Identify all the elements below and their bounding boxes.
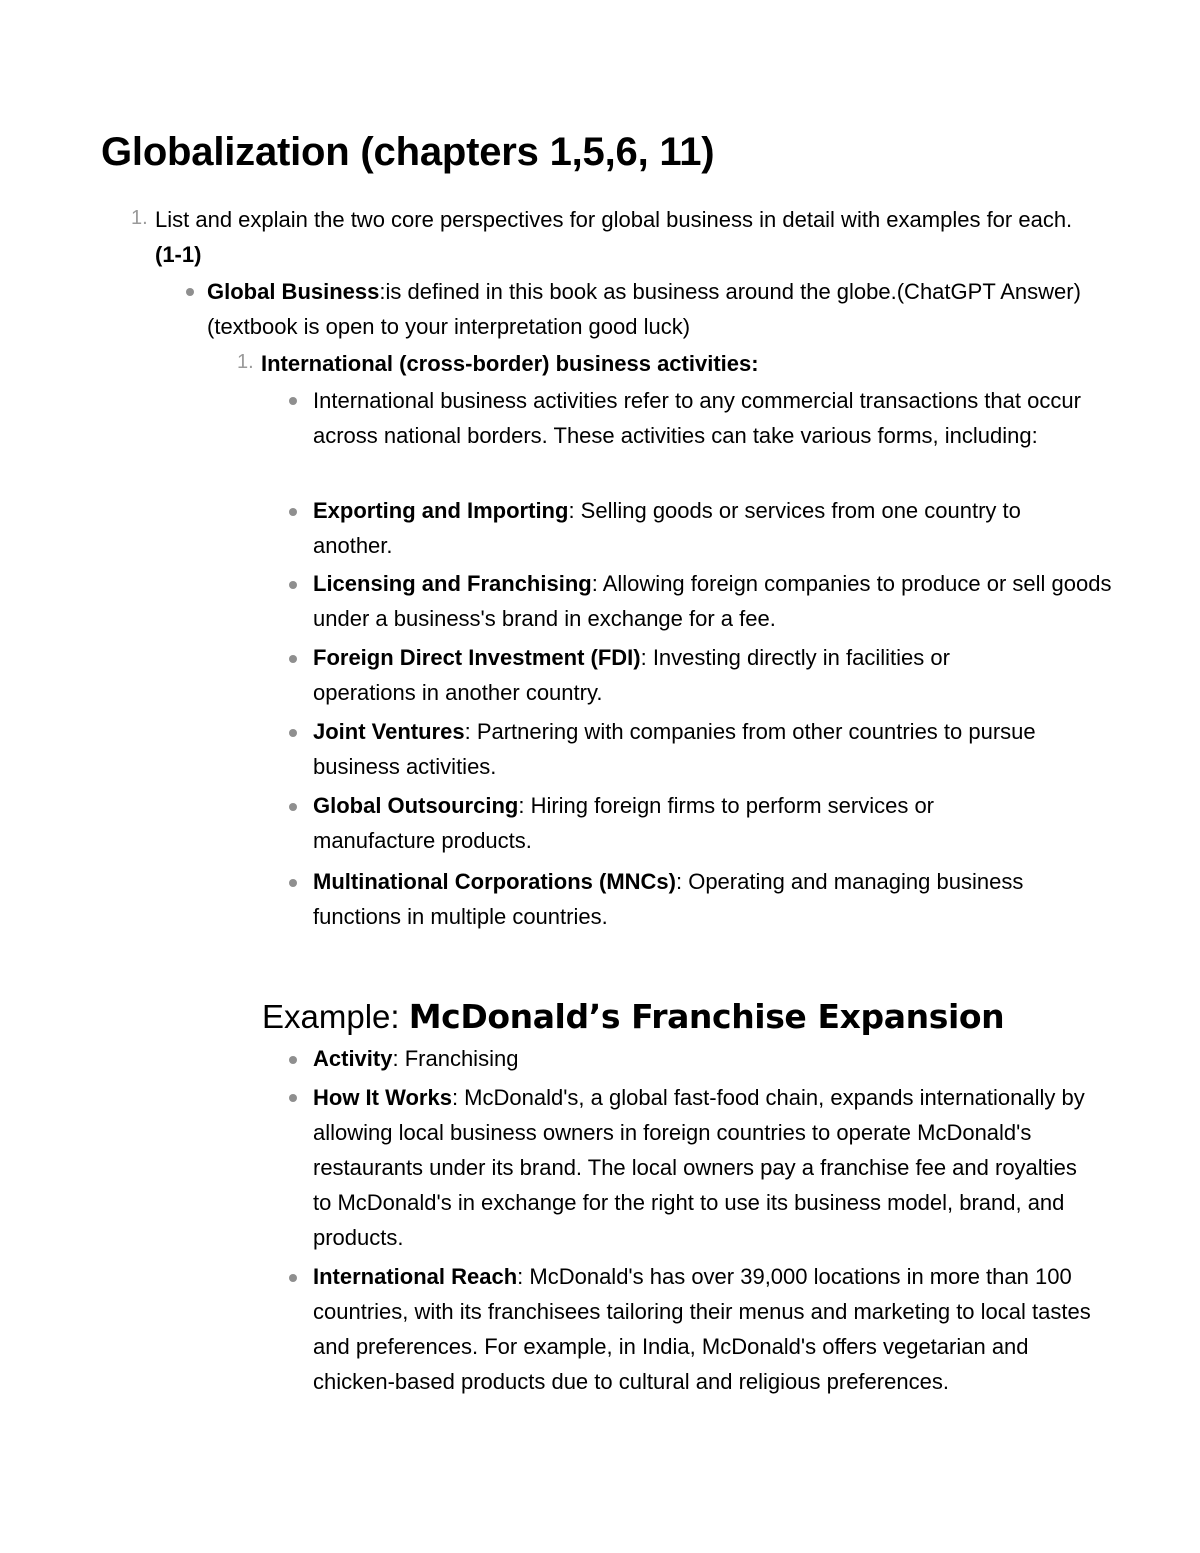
example-title: McDonald’s Franchise Expansion	[408, 997, 1005, 1036]
bullet-icon	[289, 729, 297, 737]
example-text: : McDonald's has over 39,000 locations in more than 100 countries, with its franchisees tailoring their menus and marketing to local tastes and preferences. For example, in India, McDonald's offers vegetarian and chicken-based products due to cultural and religious preferences.	[313, 1264, 1091, 1394]
question-ref: (1-1)	[155, 242, 202, 267]
activity-term: Global Outsourcing	[313, 793, 519, 818]
page-title: Globalization (chapters 1,5,6, 11)	[101, 130, 715, 174]
activity-term: Joint Ventures	[313, 719, 465, 744]
list-item	[313, 383, 1088, 453]
subsection-number: 1.	[237, 351, 254, 373]
intl-activities-heading-text: International (cross-border) business activities:	[261, 351, 759, 376]
question-number: 1.	[131, 207, 148, 229]
example-term: Activity	[313, 1046, 393, 1071]
bullet-icon	[289, 655, 297, 663]
activity-text: : Allowing foreign companies to produce or sell goods under a business's brand in exchange for a fee.	[313, 571, 1112, 631]
intl-activities-heading	[261, 346, 1061, 381]
bullet-icon	[289, 581, 297, 589]
example-heading	[262, 995, 1004, 1039]
list-item	[313, 1259, 1093, 1399]
activity-term: Multinational Corporations (MNCs)	[313, 869, 676, 894]
bullet-icon	[289, 803, 297, 811]
list-item	[313, 864, 1093, 934]
list-item	[313, 1041, 1093, 1076]
question-text	[155, 202, 1105, 272]
bullet-icon	[289, 879, 297, 887]
example-text: : McDonald's, a global fast-food chain, expands internationally by allowing local business owners in foreign countries to operate McDonald's restaurants under its brand. The local owners pay a franchise fee and royalties to McDonald's in exchange for the right to use its business model, brand, and products.	[313, 1085, 1085, 1250]
example-label: Example:	[262, 998, 409, 1035]
activity-text: International business activities refer to any commercial transactions that occur across national borders. These activities can take various forms, including:	[313, 388, 1081, 448]
activity-text: : Selling goods or services from one country to another.	[313, 498, 1021, 558]
activity-text: : Hiring foreign firms to perform services or manufacture products.	[313, 793, 935, 853]
activity-term: Exporting and Importing	[313, 498, 569, 523]
list-item	[313, 493, 1088, 563]
list-item	[313, 566, 1113, 636]
activity-text: : Operating and managing business functions in multiple countries.	[313, 869, 1024, 929]
activity-text: : Partnering with companies from other countries to pursue business activities.	[313, 719, 1036, 779]
activity-term: Licensing and Franchising	[313, 571, 592, 596]
global-business-term: Global Business	[207, 279, 380, 304]
global-business-text: :is defined in this book as business around the globe.(ChatGPT Answer) (textbook is open to your interpretation good luck)	[207, 279, 1081, 339]
bullet-icon	[289, 1274, 297, 1282]
bullet-icon	[186, 288, 194, 296]
bullet-icon	[289, 1056, 297, 1064]
bullet-icon	[289, 1094, 297, 1102]
list-item	[313, 640, 1033, 710]
example-text: : Franchising	[392, 1046, 519, 1071]
activity-term: Foreign Direct Investment (FDI)	[313, 645, 641, 670]
example-term: How It Works	[313, 1085, 452, 1110]
activity-text: : Investing directly in facilities or operations in another country.	[313, 645, 950, 705]
bullet-icon	[289, 397, 297, 405]
global-business-item	[207, 274, 1087, 344]
example-term: International Reach	[313, 1264, 518, 1289]
list-item	[313, 788, 1013, 858]
list-item	[313, 1080, 1093, 1255]
question-body: List and explain the two core perspectives for global business in detail with examples for each.	[155, 207, 1073, 232]
list-item	[313, 714, 1103, 784]
bullet-icon	[289, 508, 297, 516]
